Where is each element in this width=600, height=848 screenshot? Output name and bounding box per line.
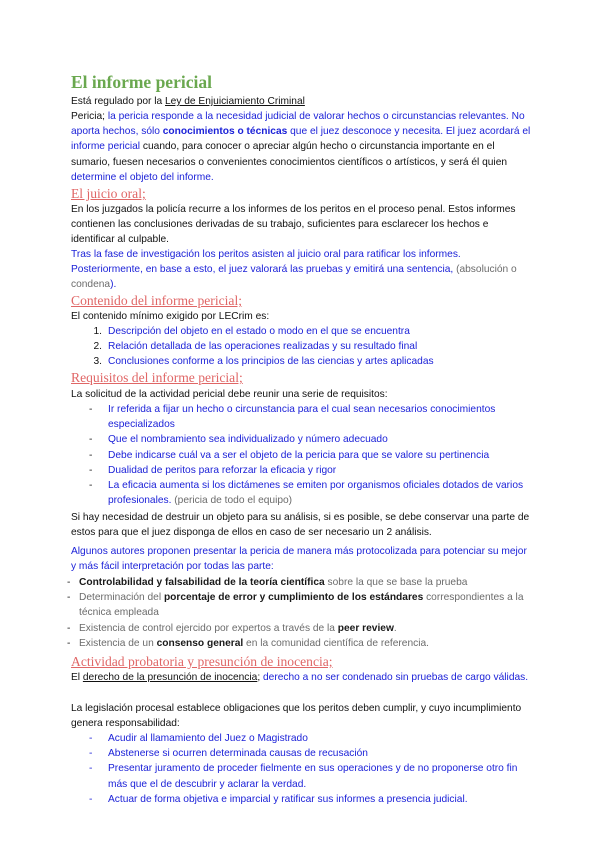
presuncion-definition: derecho a no ser condenado sin pruebas de cargo válidas. xyxy=(263,672,529,683)
pericia-text-3: cuando, para conocer o apreciar algún hecho o circunstancia importante en el sumario, fuesen necesarios o convenientes conocimientos científicos o artísticos, y será él quien xyxy=(71,141,508,168)
item-number: 1. xyxy=(93,326,102,337)
actividad-heading: Actividad probatoria y presunción de inocencia; xyxy=(71,654,333,669)
criterion-pre: Determinación del xyxy=(79,592,164,604)
list-item xyxy=(89,792,528,807)
juicio-oral-heading: El juicio oral; xyxy=(71,186,146,201)
contenido-heading: Contenido del informe pericial; xyxy=(71,293,243,308)
obligaciones-paragraph: La legislación procesal establece obligaciones que los peritos deben cumplir, y cuyo incumplimiento genera responsabilidad: xyxy=(71,703,522,730)
requisitos-list xyxy=(89,402,526,508)
list-item xyxy=(89,761,528,791)
contenido-intro: El contenido mínimo exigido por LECrim es: xyxy=(71,311,270,322)
list-item xyxy=(93,339,548,354)
criterion-post: . xyxy=(393,622,397,634)
dash-bullet: - xyxy=(89,480,93,492)
item-text: Ir referida a fijar un hecho o circunstancia para el cual sean necesarios conocimientos especializados xyxy=(108,404,496,431)
page-title: El informe pericial xyxy=(71,72,212,92)
pericia-label: Pericia; xyxy=(71,111,108,122)
list-item xyxy=(89,478,526,508)
item-text: Abstenerse si ocurren determinada causas de recusación xyxy=(108,748,368,760)
dash-bullet: - xyxy=(67,622,71,634)
requisitos-heading: Requisitos del informe pericial; xyxy=(71,370,243,385)
list-item xyxy=(67,575,531,590)
pericia-text-2: que el juez desconoce y necesita. El juez acordará el informe pericial xyxy=(71,126,531,153)
criterion-bold: porcentaje de error y cumplimiento de los estándares xyxy=(163,592,424,604)
presuncion-paragraph xyxy=(71,670,531,685)
item-text: Conclusiones conforme a los principios de las ciencias y artes aplicadas xyxy=(108,356,434,368)
list-item xyxy=(89,402,526,432)
item-text: Presentar juramento de proceder fielmente en sus operaciones y de no proponerse otro fin más que el de descubrir y aclarar la verdad. xyxy=(108,763,518,790)
criterion-post: en la comunidad científica de referencia. xyxy=(243,637,429,649)
obligaciones-list xyxy=(89,731,528,807)
dash-bullet: - xyxy=(89,449,93,461)
destroy-object-paragraph: Si hay necesidad de destruir un objeto para su análisis, si es posible, se debe conservar una parte de estos para que el juez disponga de ellos en caso de ser necesario un 2 análisis. xyxy=(71,512,530,539)
dash-bullet: - xyxy=(89,434,93,446)
pericia-text-4: determine el objeto del informe. xyxy=(71,171,214,183)
intro-pericia-paragraph xyxy=(71,109,531,185)
criterion-bold: Controlabilidad y falsabilidad de la teoría científica xyxy=(79,577,325,588)
pericia-text-1: la pericia responde a la necesidad judicial de valorar hechos o circunstancias relevantes. No aporta hechos, sólo xyxy=(71,111,525,138)
criterion-post: correspondientes a la técnica empleada xyxy=(79,592,524,619)
criterion-bold: peer review xyxy=(337,622,394,634)
item-text: Descripción del objeto en el estado o modo en el que se encuentra xyxy=(108,326,410,337)
item-text: Relación detallada de las operaciones realizadas y su resultado final xyxy=(108,341,418,353)
item-text: Que el nombramiento sea individualizado y número adecuado xyxy=(108,434,388,446)
juicio-oral-paragraph-1: En los juzgados la policía recurre a los informes de los peritos en el proceso penal. Estos informes contienen las conclusiones derivadas de su trabajo, suficientes para esclarecer los hechos e identificar al culpable. xyxy=(71,204,516,246)
list-item xyxy=(67,636,531,651)
dash-bullet: - xyxy=(89,733,93,744)
criteria-list xyxy=(67,575,531,651)
juicio-oral-grey-text: (absolución o condena xyxy=(71,264,517,291)
item-text: Actuar de forma objetiva e imparcial y ratificar sus informes a presencia judicial. xyxy=(108,793,468,805)
dash-bullet: - xyxy=(67,637,71,649)
presuncion-separator: ; xyxy=(257,672,264,683)
list-item xyxy=(67,590,531,620)
list-item xyxy=(89,432,526,447)
item-text: La eficacia aumenta si los dictámenes se emiten por organismos oficiales dotados de varios profesionales. xyxy=(108,480,524,507)
item-number: 3. xyxy=(93,356,102,368)
juicio-oral-end: ). xyxy=(110,279,117,291)
item-text: Dualidad de peritos para reforzar la eficacia y rigor xyxy=(108,464,337,476)
authors-paragraph: Algunos autores proponen presentar la pericia de manera más protocolizada para potenciar su mejor y más fácil interpretación por todas las parte: xyxy=(71,546,527,573)
item-extra: (pericia de todo el equipo) xyxy=(171,495,293,507)
intro-law-line xyxy=(71,94,531,109)
dash-bullet: - xyxy=(89,404,93,415)
requisitos-intro: La solicitud de la actividad pericial debe reunir una serie de requisitos: xyxy=(71,389,388,400)
intro-law-prefix: Está regulado por la xyxy=(71,96,166,107)
list-item xyxy=(93,324,548,339)
law-name: Ley de Enjuiciamiento Criminal xyxy=(165,96,305,107)
list-item xyxy=(67,621,531,636)
item-text: Acudir al llamamiento del Juez o Magistrado xyxy=(108,733,308,744)
item-text: Debe indicarse cuál va a ser el objeto de la pericia para que se valore su pertinencia xyxy=(108,449,490,461)
list-item xyxy=(93,354,548,369)
presuncion-prefix: El xyxy=(71,672,83,683)
dash-bullet: - xyxy=(67,592,71,604)
list-item xyxy=(89,731,528,746)
dash-bullet: - xyxy=(89,464,93,476)
presuncion-term: derecho de la presunción de inocencia xyxy=(82,672,258,683)
criterion-bold: consenso general xyxy=(156,637,244,649)
juicio-oral-blue-text: Tras la fase de investigación los peritos asisten al juicio oral para ratificar los informes. Posteriormente, en base a esto, el juez valorará las pruebas y emitirá una sentencia, xyxy=(71,249,461,276)
pericia-bold: conocimientos o técnicas xyxy=(162,126,288,138)
list-item xyxy=(89,448,526,463)
list-item xyxy=(89,463,526,478)
criterion-pre: Existencia de un xyxy=(79,637,157,649)
dash-bullet: - xyxy=(67,577,71,588)
criterion-pre: Existencia de control ejercido por expertos a través de la xyxy=(79,622,338,634)
list-item xyxy=(89,746,528,761)
contenido-list xyxy=(93,324,548,370)
dash-bullet: - xyxy=(89,763,93,775)
dash-bullet: - xyxy=(89,748,93,760)
criterion-post: sobre la que se base la prueba xyxy=(324,577,468,588)
juicio-oral-paragraph-2 xyxy=(71,247,531,293)
dash-bullet: - xyxy=(89,793,93,805)
item-number: 2. xyxy=(93,341,102,353)
